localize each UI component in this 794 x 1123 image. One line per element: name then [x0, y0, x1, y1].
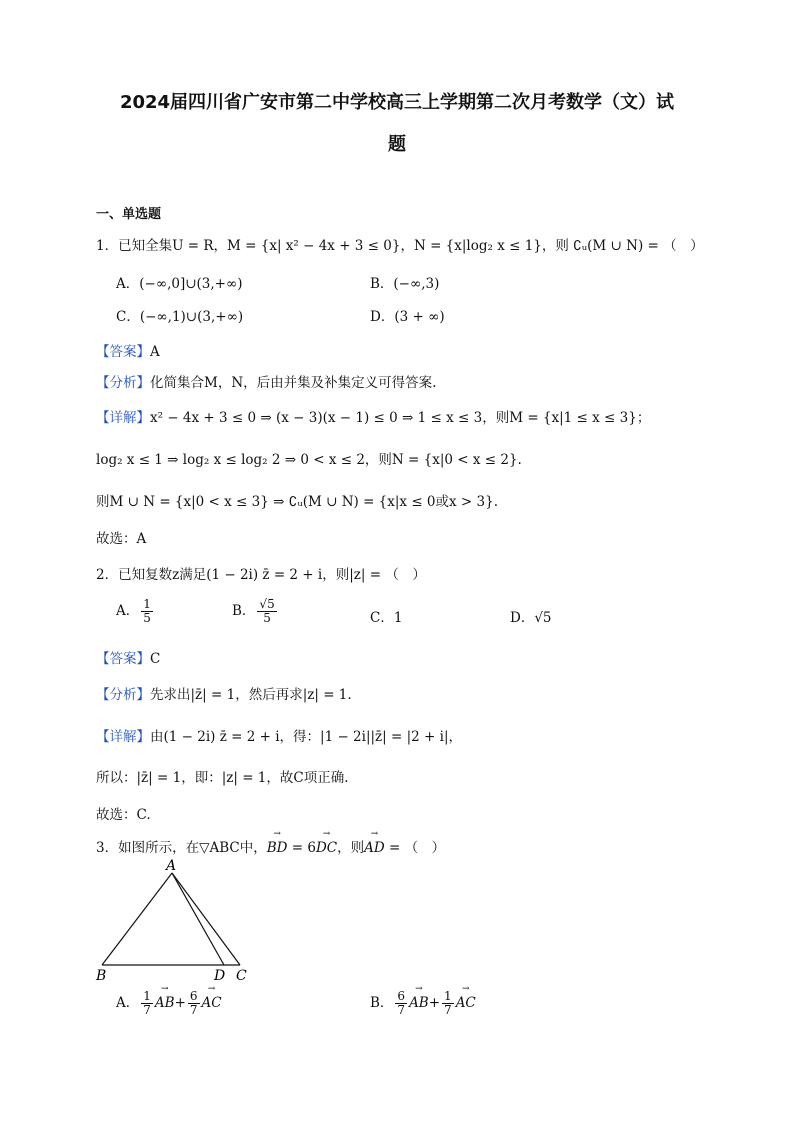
stem-text: 3．如图所示，在▽ABC中，: [96, 840, 267, 856]
answer-value: A: [150, 344, 160, 360]
answer-tag: 【答案】: [96, 651, 150, 667]
q1-option-c: C．(−∞,1)∪(3,+∞): [116, 309, 244, 325]
edge-ac: [172, 873, 240, 965]
vector-ab: → AB: [409, 995, 429, 1011]
vector-ab: → AB: [155, 995, 175, 1011]
option-label: B．: [370, 995, 394, 1011]
denominator: 7: [189, 1003, 198, 1017]
option-label: A．: [116, 995, 140, 1011]
stem-text: ，则: [337, 840, 365, 856]
q3-option-a: [116, 990, 222, 1017]
fraction: [188, 990, 200, 1017]
vector-ac: → AC: [202, 995, 222, 1011]
segment-ad: [172, 873, 224, 965]
vertex-label-c: C: [236, 968, 247, 984]
edge-ab: [102, 873, 172, 965]
plus-sign: +: [428, 995, 441, 1011]
fraction: [141, 990, 153, 1017]
option-label: B．: [232, 603, 256, 619]
plus-sign: +: [174, 995, 186, 1011]
vector-bd: → BD: [267, 840, 288, 856]
option-label: A．: [116, 603, 140, 619]
section-heading: 一、单选题: [96, 207, 162, 222]
denominator: 5: [143, 611, 151, 625]
denominator: 7: [143, 1003, 151, 1017]
numerator: 1: [444, 989, 452, 1003]
q1-option-a: A．(−∞,0]∪(3,+∞): [116, 276, 243, 292]
q2-option-c: C．1: [370, 610, 403, 626]
q1-detail-2: log₂ x ≤ 1 ⇒ log₂ x ≤ log₂ 2 ⇒ 0 < x ≤ 2，则N = {x|0 < x ≤ 2}.: [96, 452, 522, 468]
answer-value: C: [150, 651, 161, 667]
q1-choice: 故选：A: [96, 531, 147, 547]
numerator: 1: [143, 597, 151, 611]
detail-tag: 【详解】: [96, 729, 150, 745]
q1-detail-3: 则M ∪ N = {x|0 < x ≤ 3} ⇒ ∁ᵤ(M ∪ N) = {x|x ≤ 0或x > 3}.: [96, 494, 498, 510]
q2-detail-2: 所以：|z̄| = 1，即：|z| = 1，故C项正确.: [96, 770, 349, 786]
fraction: [442, 990, 454, 1017]
vector-dc: → DC: [316, 840, 337, 856]
q1-option-b: B．(−∞,3): [370, 276, 440, 292]
vertex-label-d: D: [214, 968, 226, 984]
vertex-label-a: A: [166, 858, 177, 874]
vertex-label-b: B: [96, 968, 107, 984]
fraction: [395, 990, 407, 1017]
vector-ac: → AC: [456, 995, 476, 1011]
denominator: 7: [444, 1003, 452, 1017]
numerator: 6: [397, 989, 406, 1003]
q3-option-b: [370, 990, 476, 1017]
detail-text: 由(1 − 2i) z̄ = 2 + i，得：|1 − 2i||z̄| = |2 + i|，: [150, 729, 463, 745]
q2-choice: 故选：C.: [96, 807, 151, 823]
numerator: √5: [259, 597, 275, 611]
exam-title-line2: 题: [388, 134, 406, 155]
q2-option-d: D．√5: [510, 610, 552, 626]
analysis-tag: 【分析】: [96, 375, 150, 391]
analysis-tag: 【分析】: [96, 687, 150, 703]
question-2-stem: 2．已知复数z满足(1 − 2i) z̄ = 2 + i，则|z| = （ ）: [96, 567, 426, 583]
stem-text: = （ ）: [384, 840, 446, 856]
stem-text: = 6: [287, 840, 316, 856]
analysis-text: 化简集合M，N，后由并集及补集定义可得答案.: [150, 375, 437, 391]
q1-option-d: D．(3 + ∞): [370, 309, 445, 325]
detail-text: x² − 4x + 3 ≤ 0 ⇒ (x − 3)(x − 1) ≤ 0 ⇒ 1 ≤ x ≤ 3，则M = {x|1 ≤ x ≤ 3}；: [150, 410, 651, 426]
denominator: 5: [263, 611, 271, 625]
vector-ad: → AD: [364, 840, 385, 856]
numerator: 6: [189, 989, 198, 1003]
numerator: 1: [143, 989, 151, 1003]
analysis-text: 先求出|z̄| = 1，然后再求|z| = 1.: [150, 687, 352, 703]
exam-title-line1: 2024届四川省广安市第二中学校高三上学期第二次月考数学（文）试: [119, 92, 675, 113]
question-1-stem: 1．已知全集U = R，M = {x| x² − 4x + 3 ≤ 0}，N = {x|log₂ x ≤ 1}，则 ∁ᵤ(M ∪ N) = （ ）: [96, 238, 704, 254]
denominator: 7: [397, 1003, 406, 1017]
detail-tag: 【详解】: [96, 410, 150, 426]
answer-tag: 【答案】: [96, 344, 150, 360]
